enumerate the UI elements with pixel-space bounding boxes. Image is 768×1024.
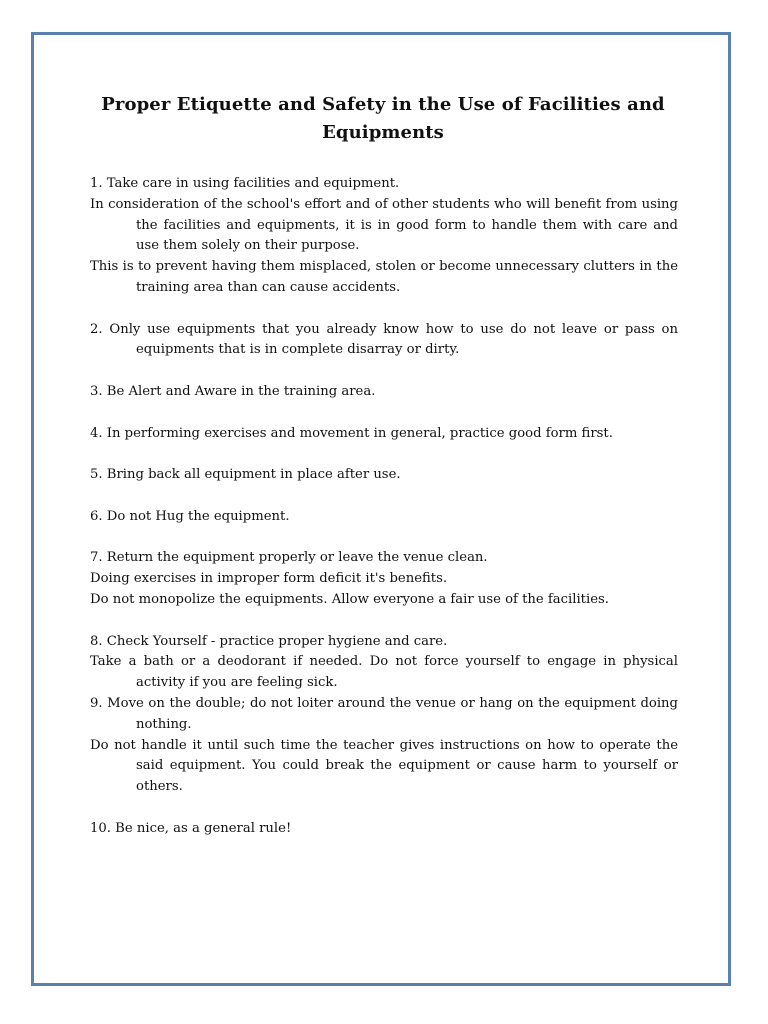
rule-9: 9. Move on the double; do not loiter around the venue or hang on the equipment doing nothing. xyxy=(90,695,678,732)
spacer xyxy=(90,403,678,424)
rule-7-detail-2: Do not monopolize the equipments. Allow everyone a fair use of the facilities. xyxy=(90,591,609,607)
rule-4: 4. In performing exercises and movement in general, practice good form first. xyxy=(90,425,613,441)
rule-7: 7. Return the equipment properly or leave the venue clean. xyxy=(90,550,488,566)
rule-8: 8. Check Yourself - practice proper hygiene and care. xyxy=(90,633,448,649)
rule-6: 6. Do not Hug the equipment. xyxy=(90,508,290,524)
rule-1: 1. Take care in using facilities and equipment. xyxy=(90,176,400,191)
spacer xyxy=(90,486,678,507)
document-body xyxy=(90,174,678,840)
spacer xyxy=(90,611,678,632)
rule-8-detail: Take a bath or a deodorant if needed. Do not force yourself to engage in physical activity if you are feeling sick. xyxy=(90,654,678,691)
rule-7-detail-1: Doing exercises in improper form deficit it's benefits. xyxy=(90,571,448,587)
spacer xyxy=(90,528,678,549)
rule-1-detail-1: In consideration of the school's effort and of other students who will benefit from using the facilities and equipments, it is in good form to handle them with care and use them solely on their purpose. xyxy=(90,196,678,254)
document-title: Proper Etiquette and Safety in the Use of Facilities and Equipments xyxy=(101,94,665,143)
rule-9-detail: Do not handle it until such time the teacher gives instructions on how to operate the said equipment. You could break the equipment or cause harm to yourself or others. xyxy=(90,737,678,795)
rule-5: 5. Bring back all equipment in place after use. xyxy=(90,467,401,483)
spacer xyxy=(90,444,678,465)
rule-3: 3. Be Alert and Aware in the training area. xyxy=(90,383,376,399)
spacer xyxy=(90,798,678,819)
rule-10: 10. Be nice, as a general rule! xyxy=(90,820,292,836)
spacer xyxy=(90,361,678,382)
spacer xyxy=(90,299,678,320)
rule-2: 2. Only use equipments that you already know how to use do not leave or pass on equipments that is in complete disarray or dirty. xyxy=(90,321,678,358)
rule-1-detail-2: This is to prevent having them misplaced, stolen or become unnecessary clutters in the training area than can cause accidents. xyxy=(90,259,678,295)
